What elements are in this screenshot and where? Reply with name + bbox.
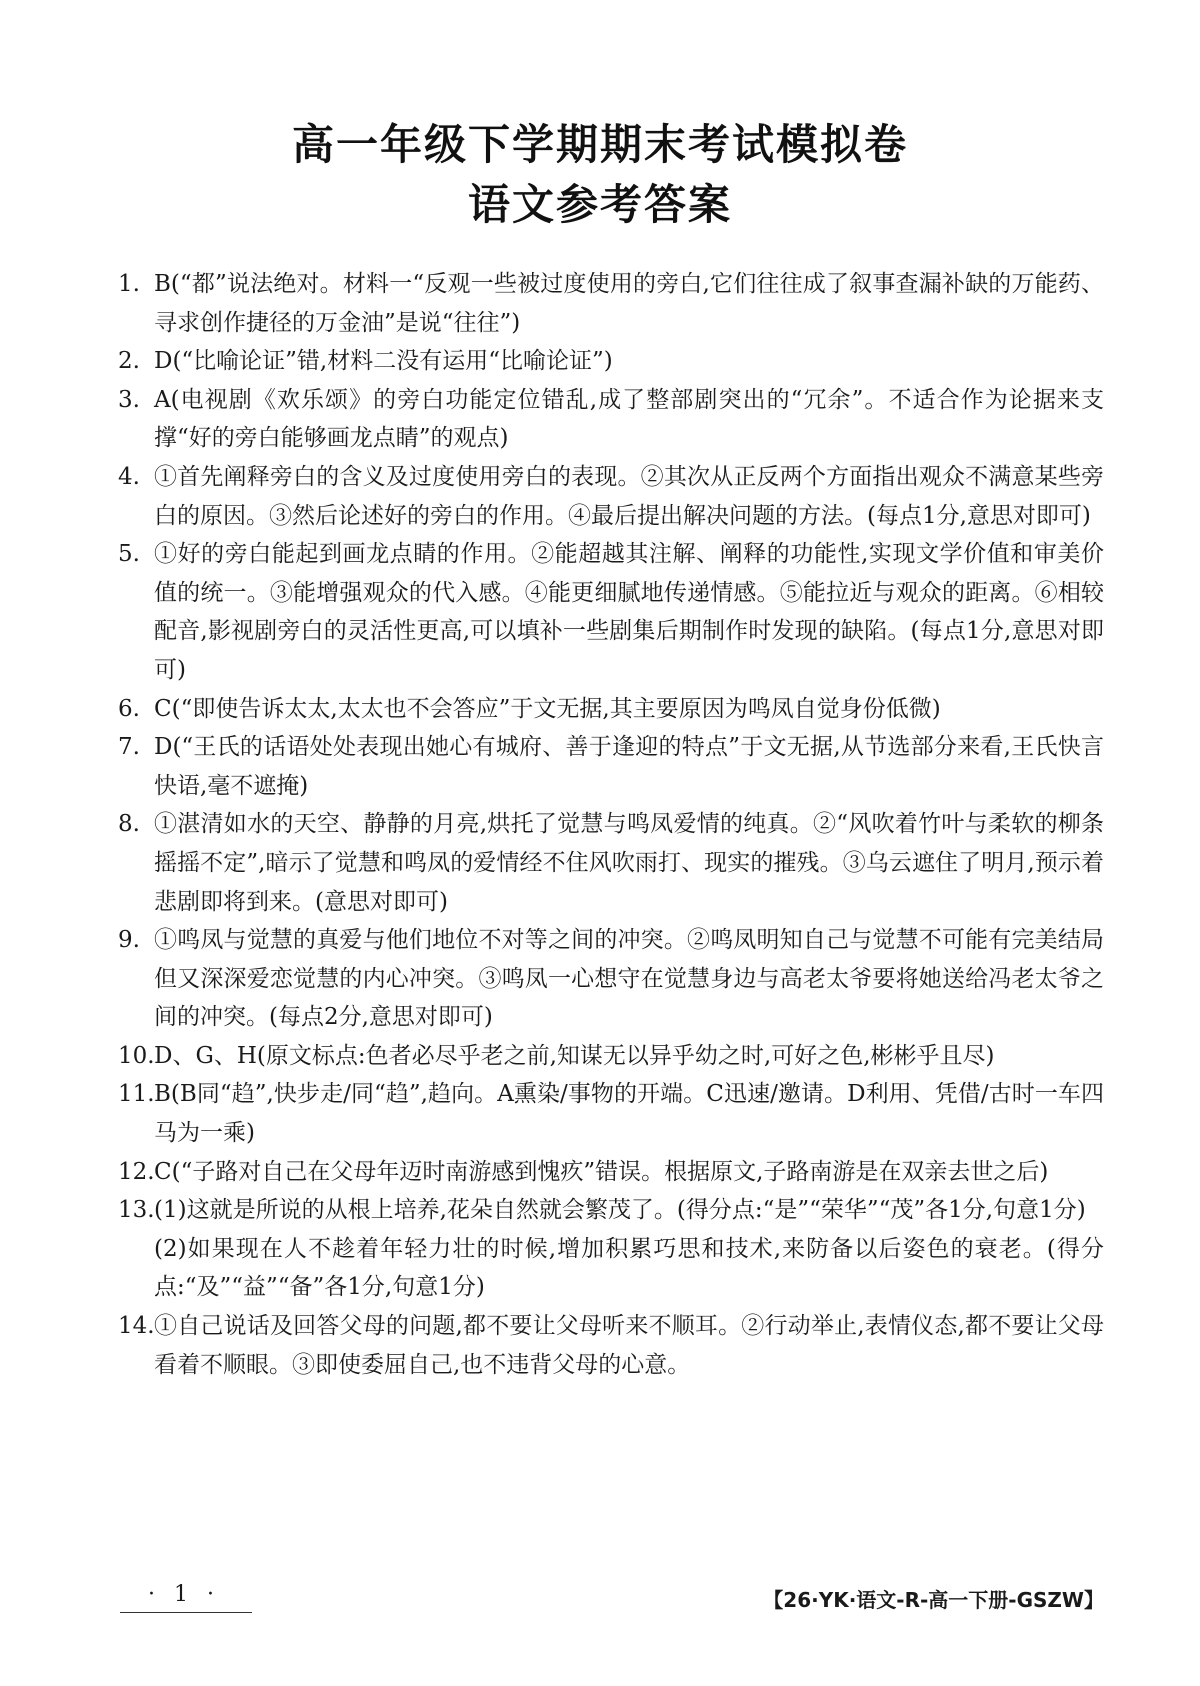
answer-number: 6. [118, 695, 140, 722]
answer-text: D(“王氏的话语处处表现出她心有城府、善于逢迎的特点”于文无据,从节选部分来看,王氏快言快语,毫不遮掩) [154, 734, 1104, 799]
answer-number: 11. [118, 1081, 155, 1108]
answer-text: C(“即使告诉太太,太太也不会答应”于文无据,其主要原因为鸣凤自觉身份低微) [154, 695, 941, 722]
answer-text: B(“都”说法绝对。材料一“反观一些被过度使用的旁白,它们往往成了叙事查漏补缺的万能药、寻求创作捷径的万金油”是说“往往”) [154, 271, 1104, 336]
answer-number: 12. [118, 1158, 155, 1185]
answer-number: 1. [118, 271, 140, 297]
answer-text: ①湛清如水的天空、静静的月亮,烘托了觉慧与鸣凤爱情的纯真。②“风吹着竹叶与柔软的柳条摇摇不定”,暗示了觉慧和鸣凤的爱情经不住风吹雨打、现实的摧残。③乌云遮住了明月,预示着悲剧即将到来。(意思对即可) [154, 811, 1104, 915]
answer-item-12 [118, 1153, 1104, 1192]
answer-text: C(“子路对自己在父母年迈时南游感到愧疚”错误。根据原文,子路南游是在双亲去世之后) [154, 1158, 1049, 1185]
answer-item-3 [118, 381, 1104, 458]
answer-number: 14. [118, 1313, 155, 1340]
answer-number: 7. [118, 734, 140, 761]
answer-item-6 [118, 690, 1104, 729]
document-code: 【26·YK·语文-R-高一下册-GSZW】 [763, 1588, 1104, 1612]
answer-item-13-part-2 [118, 1230, 1104, 1307]
answer-item-10 [118, 1037, 1104, 1076]
answer-number: 3. [118, 386, 140, 413]
answer-text: A(电视剧《欢乐颂》的旁白功能定位错乱,成了整部剧突出的“冗余”。不适合作为论据来支撑“好的旁白能够画龙点睛”的观点) [154, 386, 1104, 452]
answer-text: ①首先阐释旁白的含义及过度使用旁白的表现。②其次从正反两个方面指出观众不满意某些旁白的原因。③然后论述好的旁白的作用。④最后提出解决问题的方法。(每点1分,意思对即可) [154, 463, 1104, 529]
answer-number: 13. [118, 1197, 155, 1224]
answer-text: ①自己说话及回答父母的问题,都不要让父母听来不顺耳。②行动举止,表情仪态,都不要让父母看着不顺眼。③即使委屈自己,也不违背父母的心意。 [154, 1313, 1104, 1378]
answer-number: 4. [118, 463, 140, 490]
answer-item-2 [118, 342, 1104, 381]
answer-text: ①好的旁白能起到画龙点睛的作用。②能超越其注解、阐释的功能性,实现文学价值和审美价值的统一。③能增强观众的代入感。④能更细腻地传递情感。⑤能拉近与观众的距离。⑥相较配音,影视剧旁白的灵活性更高,可以填补一些剧集后期制作时发现的缺陷。(每点1分,意思对即可) [154, 541, 1104, 683]
answer-list [118, 265, 1104, 1384]
footer-rule [120, 1612, 252, 1613]
answer-item-4 [118, 458, 1104, 535]
answer-item-1 [118, 265, 1104, 342]
answer-item-11 [118, 1075, 1104, 1152]
answer-number: 8. [118, 811, 140, 838]
answer-item-9 [118, 921, 1104, 1037]
answer-item-8 [118, 805, 1104, 921]
answer-item-14 [118, 1307, 1104, 1384]
answer-item-5 [118, 535, 1104, 689]
page-number: · 1 · [148, 1582, 220, 1607]
answer-number: 10. [118, 1042, 155, 1069]
answer-number: 5. [118, 541, 140, 568]
answer-text: (2)如果现在人不趁着年轻力壮的时候,增加积累巧思和技术,来防备以后姿色的衰老。(得分点:“及”“益”“备”各1分,句意1分) [154, 1235, 1104, 1301]
answer-text: B(B同“趋”,快步走/同“趋”,趋向。A熏染/事物的开端。C迅速/邀请。D利用、凭借/古时一车四马为一乘) [154, 1081, 1104, 1147]
answer-text: D(“比喻论证”错,材料二没有运用“比喻论证”) [154, 348, 613, 375]
answer-number: 2. [118, 348, 140, 375]
answer-item-7 [118, 728, 1104, 805]
answer-text: D、G、H(原文标点:色者必尽乎老之前,知谋无以异乎幼之时,可好之色,彬彬乎且尽) [154, 1042, 995, 1069]
answer-text: (1)这就是所说的从根上培养,花朵自然就会繁茂了。(得分点:“是”“荣华”“茂”各1分,句意1分) [154, 1197, 1086, 1224]
page-title: 高一年级下学期期末考试模拟卷 [291, 120, 908, 169]
answer-number: 9. [118, 927, 140, 954]
page-subtitle: 语文参考答案 [467, 180, 732, 229]
answer-item-13 [118, 1191, 1104, 1230]
answer-text: ①鸣凤与觉慧的真爱与他们地位不对等之间的冲突。②鸣凤明知自己与觉慧不可能有完美结局但又深深爱恋觉慧的内心冲突。③鸣凤一心想守在觉慧身边与高老太爷要将她送给冯老太爷之间的冲突。(每点2分,意思对即可) [154, 927, 1104, 1031]
